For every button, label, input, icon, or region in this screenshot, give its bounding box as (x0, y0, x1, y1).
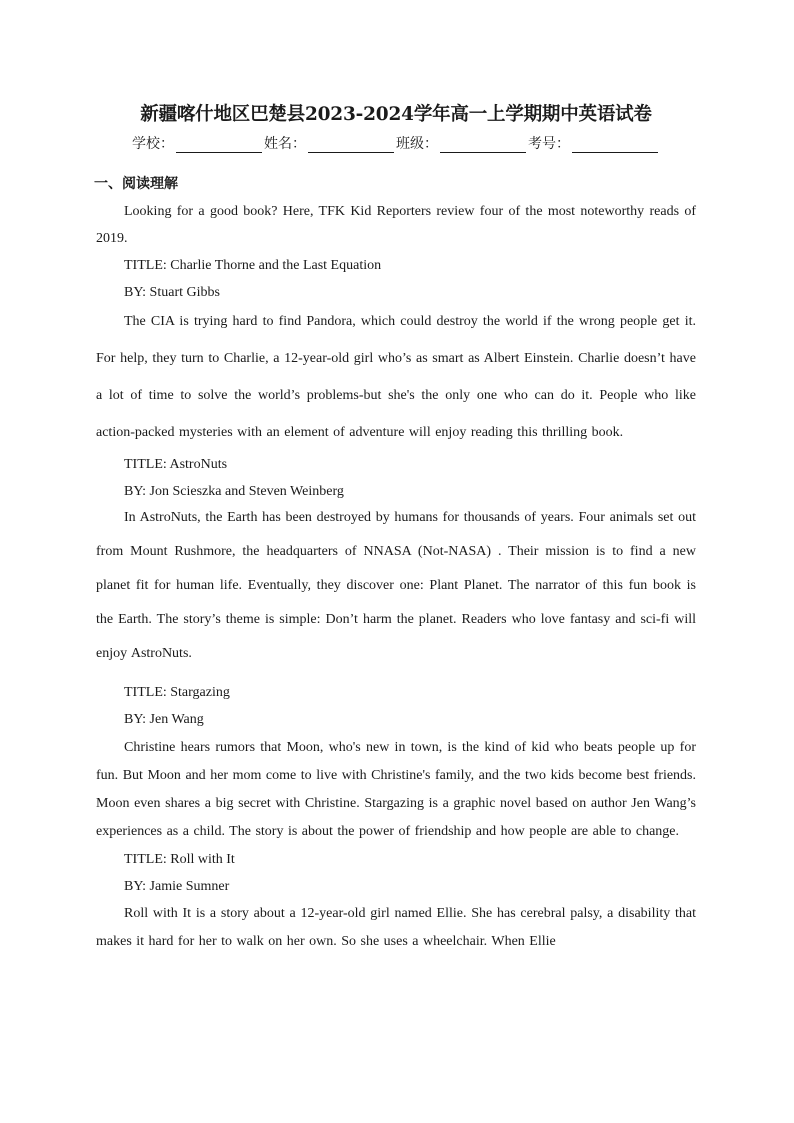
class-blank[interactable] (440, 135, 526, 153)
section-heading: 一、阅读理解 (94, 176, 178, 192)
book-review: Christine hears rumors that Moon, who's new in town, is the kind of kid who beats people up for fun. But Moon and her mom come to live with Christine's family, and the two kids become best friends. Moon even shares a big secret with Christine. Stargazing is a graphic novel based on author Jen Wang’s experiences as a child. The story is about the power of friendship and how people are able to change. (96, 740, 696, 839)
student-info-line (96, 132, 696, 156)
book-author-line: BY: Stuart Gibbs (124, 285, 220, 300)
school-label: 学校： (132, 136, 174, 152)
exam-number-label: 考号： (528, 136, 570, 152)
class-label: 班级： (396, 136, 438, 152)
book-author-line: BY: Jon Scieszka and Steven Weinberg (124, 484, 344, 499)
spacer (96, 671, 696, 679)
school-blank[interactable] (176, 135, 262, 153)
name-blank[interactable] (308, 135, 394, 153)
book-title-line: TITLE: AstroNuts (124, 457, 228, 472)
exam-number-blank[interactable] (572, 135, 658, 153)
class-field (396, 132, 528, 156)
school-field (132, 132, 264, 156)
book-review: The CIA is trying hard to find Pandora, which could destroy the world if the wrong people get it. For help, they turn to Charlie, a 12-year-old girl who’s as smart as Albert Einstein. Charlie doesn’t have a lot of time to solve the world’s problems-but she's the only one who can do it. People who like action-packed mysteries with an element of adventure will enjoy reading this thrilling book. (96, 314, 696, 440)
book-author-line: BY: Jamie Sumner (124, 879, 230, 894)
book-author-line: BY: Jen Wang (124, 712, 204, 727)
exam-number-field (528, 132, 660, 156)
name-label: 姓名： (264, 136, 306, 152)
book-review: Roll with It is a story about a 12-year-old girl named Ellie. She has cerebral palsy, a disability that makes it hard for her to walk on her own. So she uses a wheelchair. When Ellie (96, 906, 696, 949)
name-field (264, 132, 396, 156)
exam-title: 新疆喀什地区巴楚县2023-2024学年高一上学期期中英语试卷 (140, 104, 652, 125)
book-title-line: TITLE: Charlie Thorne and the Last Equation (124, 258, 382, 273)
intro-paragraph: Looking for a good book? Here, TFK Kid Reporters review four of the most noteworthy reads of 2019. (96, 204, 696, 246)
book-review: In AstroNuts, the Earth has been destroyed by humans for thousands of years. Four animals set out from Mount Rushmore, the headquarters of NNASA (Not-NASA) . Their mission is to find a new planet fit for human life. Eventually, they discover one: Plant Planet. The narrator of this fun book is the Earth. The story’s theme is simple: Don’t harm the planet. Readers who love fantasy and sci-fi will enjoy AstroNuts. (96, 510, 696, 661)
book-title-line: TITLE: Stargazing (124, 685, 230, 700)
book-title-line: TITLE: Roll with It (124, 852, 235, 867)
